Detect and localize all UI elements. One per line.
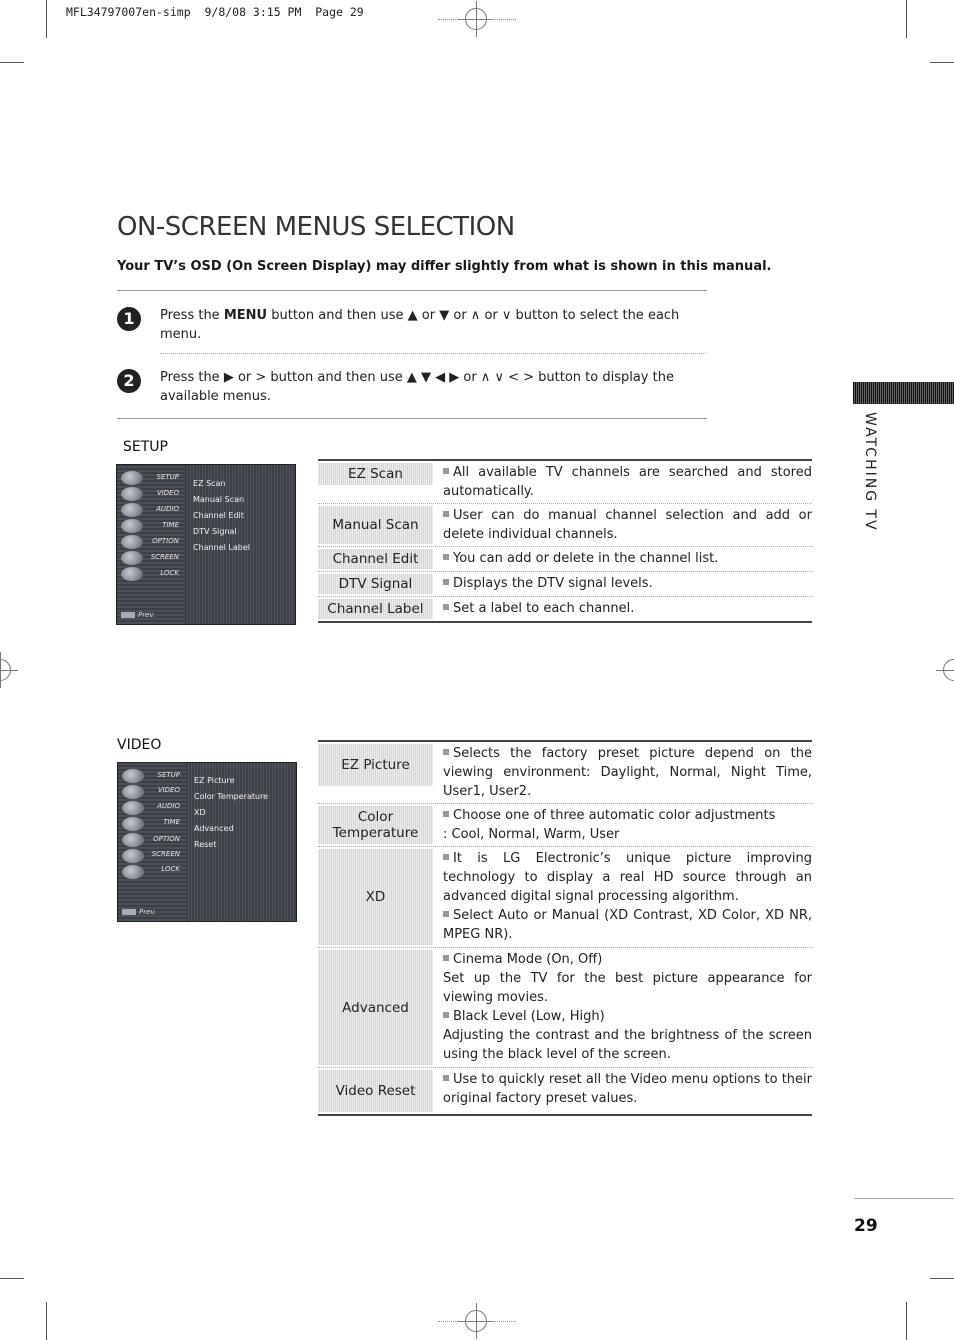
desc-text: Use to quickly reset all the Video menu options to their original factory preset values. [443,1072,812,1106]
osd-item: EZ Picture [194,776,235,785]
osd-item: Channel Edit [193,511,244,520]
bullet-icon [443,554,449,560]
osd-category: LOCK [161,865,180,873]
osd-category: LOCK [160,569,179,577]
desc-text: All available TV channels are searched and stored automatically. [443,465,812,499]
table-row [318,742,812,804]
desc-para [443,906,812,944]
desc-para [443,506,812,544]
row-description [433,547,812,571]
bullet-icon [443,911,449,917]
desc-para [443,806,812,825]
desc-para [443,599,812,618]
row-heading: XD [318,849,433,945]
osd-category-panel [117,465,185,624]
desc-para [443,744,812,801]
row-heading: Channel Edit [318,549,433,569]
menu-key-icon [121,612,135,618]
osd-item: Reset [194,840,217,849]
registration-line [438,1321,516,1322]
setup-table [318,459,812,623]
setup-icon [121,471,143,485]
row-heading: Channel Label [318,599,433,619]
osd-category: VIDEO [157,786,180,794]
video-icon [122,785,144,799]
row-heading: Color Temperature [318,806,433,844]
crop-mark [46,1302,47,1340]
row-heading: DTV Signal [318,574,433,594]
row-heading: Video Reset [318,1070,433,1112]
bullet-icon [443,955,449,961]
desc-text: Selects the factory preset picture depend on the viewing environment: Daylight, Normal, Night Time, User1, User2. [443,746,812,799]
crop-mark [930,62,954,63]
print-header: MFL34797007en-simp 9/8/08 3:15 PM Page 29 [66,5,364,19]
osd-category: VIDEO [156,489,179,497]
table-row [318,504,812,547]
bullet-icon [443,579,449,585]
step-2-pre: Press the ▶ or > button and then use ▲ ▼ ◀ ▶ or ∧ ∨ < > button to display the available menus. [160,370,674,404]
footer-rule [854,1198,954,1199]
row-description [433,1068,812,1114]
desc-text: Set a label to each channel. [453,601,635,616]
osd-item: Advanced [194,824,234,833]
crop-mark [930,1278,954,1279]
desc-para [443,1026,812,1064]
row-heading: EZ Scan [318,463,433,485]
bullet-icon [443,604,449,610]
bullet-icon [443,1012,449,1018]
osd-category: SCREEN [151,850,180,858]
divider [117,418,707,419]
setup-osd-screenshot [116,464,296,625]
table-row [318,547,812,572]
desc-text: Set up the TV for the best picture appearance for viewing movies. [443,971,812,1005]
screen-icon [122,849,144,863]
dotted-divider [160,353,706,354]
audio-icon [122,801,144,815]
bullet-icon [443,511,449,517]
desc-para [443,849,812,906]
bullet-icon [443,1075,449,1081]
osd-category: SCREEN [150,553,179,561]
setup-icon [122,769,144,783]
table-row [318,847,812,948]
crop-mark [0,1278,24,1279]
side-tab-label: WATCHING TV [862,412,878,532]
osd-item: EZ Scan [193,479,226,488]
osd-item-panel [188,763,296,921]
step-number-2: 2 [117,369,141,393]
desc-text: You can add or delete in the channel list. [453,551,719,566]
desc-para [443,1007,812,1026]
option-icon [121,535,143,549]
desc-text: Cinema Mode (On, Off) [453,952,603,967]
menu-button-ref: MENU [223,308,268,323]
registration-line [438,19,516,20]
osd-category: AUDIO [157,802,180,810]
step-1-post: button and then use ▲ or ▼ or ∧ or ∨ button to select the each menu. [160,308,680,342]
lock-icon [121,567,143,581]
crop-mark [0,62,24,63]
desc-text: Displays the DTV signal levels. [453,576,653,591]
osd-item: Manual Scan [193,495,245,504]
side-tab-band [853,382,954,404]
video-section-label: VIDEO [117,737,162,753]
row-description [433,461,812,503]
desc-para [443,463,812,501]
row-description [433,504,812,546]
audio-icon [121,503,143,517]
desc-para [443,574,812,593]
osd-prev-hint [121,611,155,619]
row-description [433,847,812,947]
osd-item: XD [194,808,206,817]
osd-item: Color Temperature [194,792,269,801]
screen-icon [121,551,143,565]
osd-item: DTV Signal [193,527,237,536]
desc-text: Choose one of three automatic color adjustments [453,808,776,823]
osd-prev-label: Prev. [139,908,157,916]
osd-item: Channel Label [193,543,250,552]
osd-item-panel [187,465,295,624]
osd-prev-label: Prev. [138,611,156,619]
desc-text: It is LG Electronic’s unique picture improving technology to display a real HD source through an advanced digital signal processing algorithm. [443,851,812,904]
row-description [433,948,812,1067]
row-heading: EZ Picture [318,744,433,786]
setup-section-label: SETUP [123,439,168,455]
crop-mark [906,0,907,38]
row-description [433,804,812,846]
osd-category: SETUP [156,473,179,481]
desc-para [443,825,812,844]
osd-category-panel [118,763,186,921]
desc-para [443,549,812,568]
step-1-text [160,306,696,344]
osd-category: OPTION [153,835,180,843]
bullet-icon [443,811,449,817]
desc-text: User can do manual channel selection and add or delete individual channels. [443,508,812,542]
osd-category: TIME [163,818,180,826]
table-row [318,597,812,621]
lock-icon [122,865,144,879]
registration-mark [943,659,954,681]
row-heading: Advanced [318,950,433,1065]
option-icon [122,833,144,847]
table-row [318,1068,812,1114]
osd-category: SETUP [157,771,180,779]
crop-mark [906,1302,907,1340]
table-row [318,804,812,847]
osd-category: TIME [162,521,179,529]
row-description [433,572,812,596]
video-osd-screenshot [117,762,297,922]
page-title: ON-SCREEN MENUS SELECTION [117,212,515,242]
desc-text: Select Auto or Manual (XD Contrast, XD Color, XD NR, MPEG NR). [443,908,812,942]
registration-mark [0,659,11,681]
osd-category: OPTION [152,537,179,545]
bullet-icon [443,749,449,755]
menu-key-icon [122,909,136,915]
osd-category: AUDIO [156,505,179,513]
step-number-1: 1 [117,307,141,331]
step-1-pre: Press the [160,308,224,323]
desc-para [443,1070,812,1108]
desc-text: Black Level (Low, High) [453,1009,605,1024]
video-table [318,740,812,1116]
row-heading: Manual Scan [318,506,433,544]
divider [117,290,707,291]
desc-text: : Cool, Normal, Warm, User [443,827,620,842]
table-row [318,948,812,1068]
table-row [318,572,812,597]
osd-prev-hint [122,908,156,916]
desc-text: Adjusting the contrast and the brightness of the screen using the black level of the screen. [443,1028,812,1062]
bullet-icon [443,468,449,474]
desc-para [443,950,812,969]
table-row [318,461,812,504]
intro-text: Your TV’s OSD (On Screen Display) may differ slightly from what is shown in this manual. [117,259,772,274]
crop-mark [46,0,47,38]
time-icon [121,519,143,533]
video-icon [121,487,143,501]
time-icon [122,817,144,831]
bullet-icon [443,854,449,860]
desc-para [443,969,812,1007]
step-2-text [160,368,696,406]
page-number: 29 [854,1216,878,1236]
row-description [433,597,812,621]
row-description [433,742,812,803]
